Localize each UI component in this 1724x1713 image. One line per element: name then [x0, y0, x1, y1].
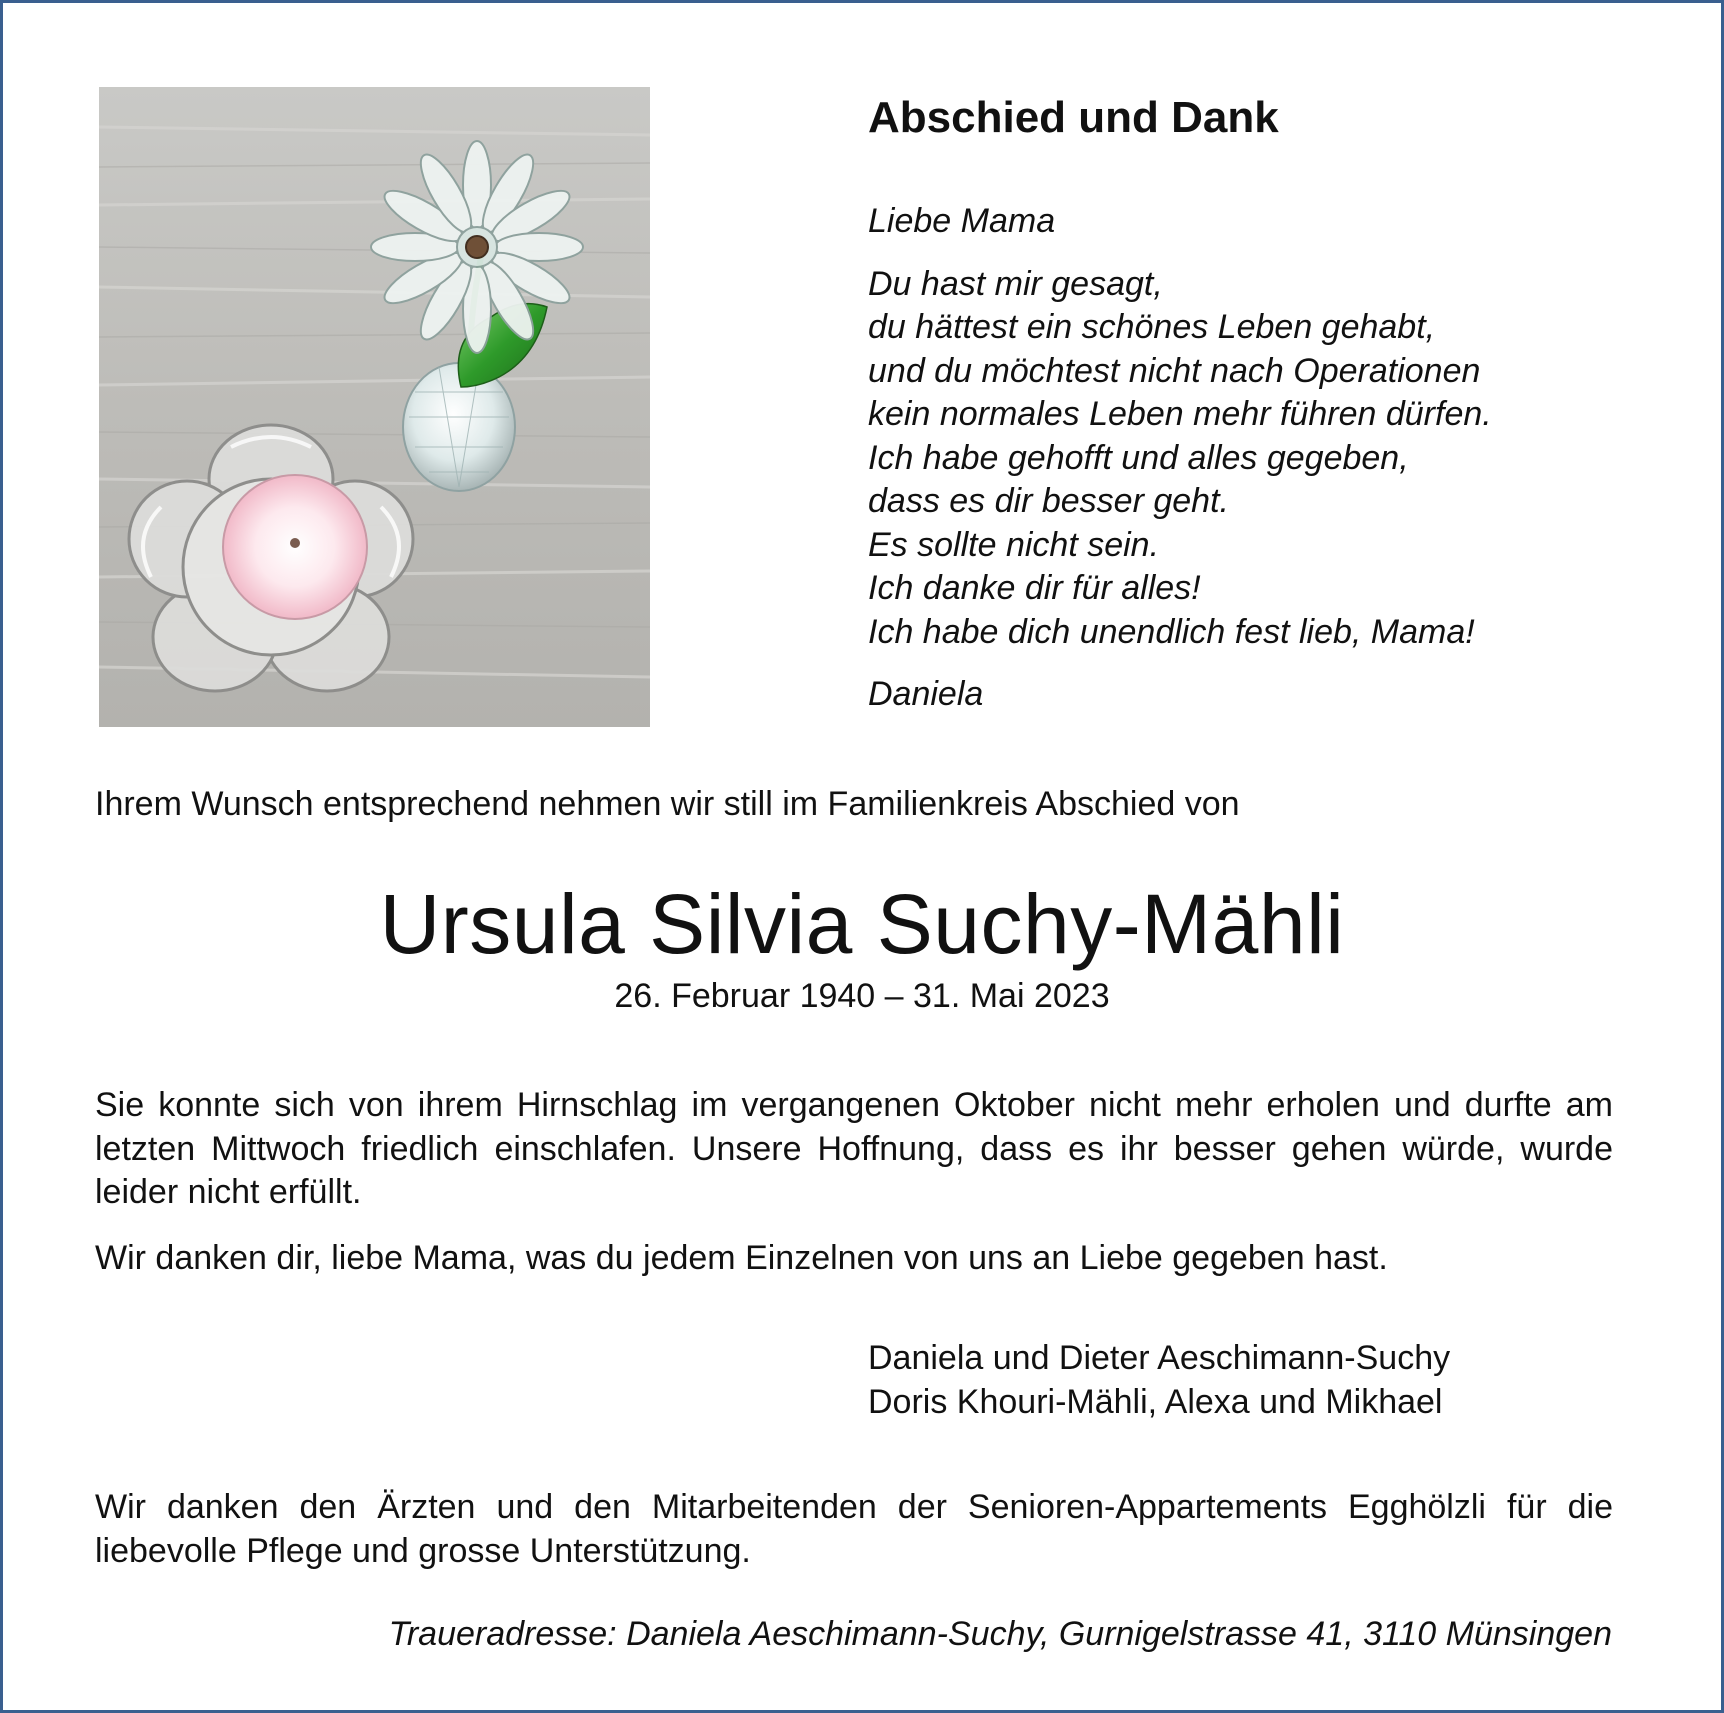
poem-line: Ich habe dich unendlich fest lieb, Mama! [868, 612, 1475, 651]
paragraph-thanks-mother: Wir danken dir, liebe Mama, was du jedem Einzelnen von uns an Liebe gegeben hast. [95, 1239, 1388, 1277]
candle-and-crystal-flower-icon [99, 87, 650, 727]
poem-line: dass es dir besser geht. [868, 482, 1229, 520]
poem-salutation: Liebe Mama [868, 202, 1056, 240]
paragraph-illness: Sie konnte sich von ihrem Hirnschlag im vergangenen Oktober nicht mehr erholen und durfte am letzten Mittwoch friedlich einschlafen. Unsere Hoffnung, dass es ihr besser gehen würde, wurde leider nicht erfüllt. [95, 1086, 1613, 1211]
signer-line: Doris Khouri-Mähli, Alexa und Mikhael [868, 1382, 1443, 1421]
notice-heading: Abschied und Dank [868, 93, 1279, 142]
poem-lines [868, 263, 1668, 655]
poem-line: du hättest ein schönes Leben gehabt, [868, 308, 1436, 346]
signer-line: Daniela und Dieter Aeschimann-Suchy [868, 1339, 1451, 1377]
deceased-name: Ursula Silvia Suchy-Mähli [379, 877, 1345, 971]
poem-line: Ich habe gehofft und alles gegeben, [868, 438, 1409, 477]
poem-line: kein normales Leben mehr führen dürfen. [868, 395, 1492, 433]
poem-line: Es sollte nicht sein. [868, 525, 1160, 564]
poem-line: Ich danke dir für alles! [868, 569, 1201, 607]
signers [868, 1337, 1450, 1424]
memorial-photo [99, 87, 650, 727]
poem-line: und du möchtest nicht nach Operationen [868, 351, 1481, 390]
intro-text: Ihrem Wunsch entsprechend nehmen wir still im Familienkreis Abschied von [95, 785, 1240, 823]
poem-signature: Daniela [868, 675, 984, 713]
paragraph-thanks-care: Wir danken den Ärzten und den Mitarbeitenden der Senioren-Appartements Egghölzli für die liebevolle Pflege und grosse Unterstützung. [95, 1488, 1613, 1570]
poem-line: Du hast mir gesagt, [868, 264, 1163, 303]
poem [868, 200, 1668, 717]
mourning-address: Traueradresse: Daniela Aeschimann-Suchy, Gurnigelstrasse 41, 3110 Münsingen [388, 1615, 1612, 1653]
life-dates: 26. Februar 1940 – 31. Mai 2023 [614, 977, 1110, 1015]
